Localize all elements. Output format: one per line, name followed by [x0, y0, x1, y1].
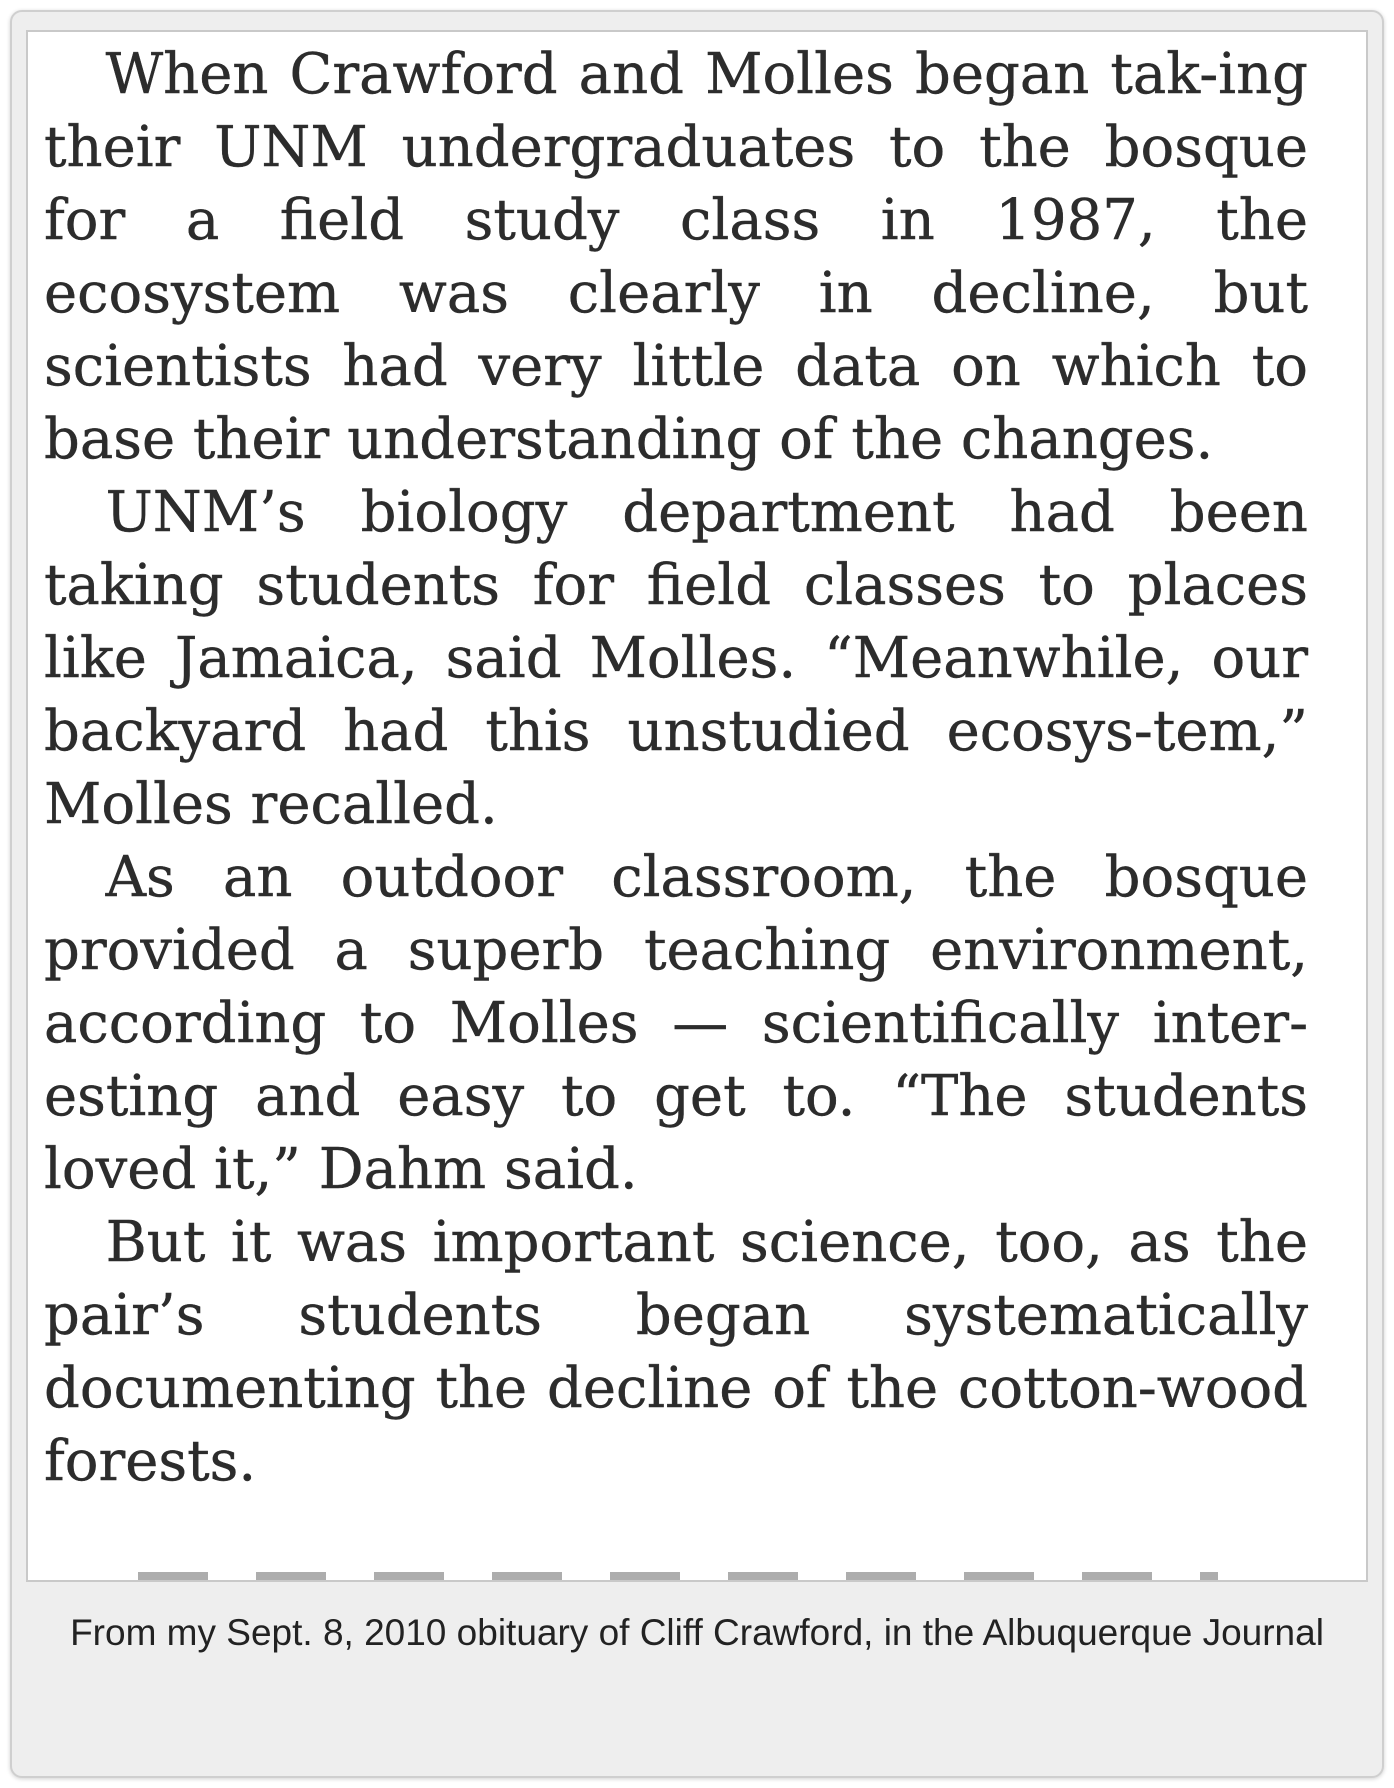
clipping-text-block [44, 38, 1308, 1498]
newspaper-clipping-image [26, 30, 1368, 1582]
clipping-paragraph: As an outdoor classroom, the bosque provided a superb teaching environment, according to Molles — scientifically inter-esting and easy to get to. “The students loved it,” Dahm said. [44, 845, 1308, 1202]
clipping-paragraph: When Crawford and Molles began tak-ing their UNM undergraduates to the bosque for a field study class in 1987, the ecosystem was clearly in decline, but scientists had very little data on which to base their understanding of the changes. [44, 42, 1308, 472]
clipping-paragraph: But it was important science, too, as the pair’s students began systematically documenting the decline of the cotton-wood forests. [44, 1210, 1308, 1494]
cut-off-text-line [28, 1568, 1366, 1582]
figure-caption: From my Sept. 8, 2010 obituary of Cliff Crawford, in the Albuquerque Journal [70, 1612, 1324, 1653]
clipping-paragraph: UNM’s biology department had been taking students for field classes to places like Jamaica, said Molles. “Meanwhile, our backyard had this unstudied ecosys-tem,” Molles recalled. [44, 480, 1308, 837]
figure-card [10, 10, 1384, 1778]
